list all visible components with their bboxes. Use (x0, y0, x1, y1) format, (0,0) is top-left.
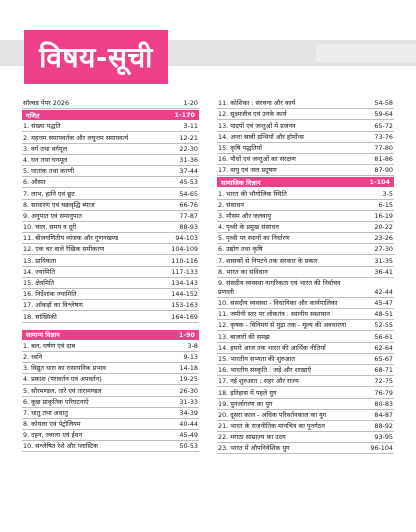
toc-entry (217, 410, 394, 421)
toc-entry (22, 289, 199, 300)
toc-entry (22, 385, 199, 396)
toc-entry-title: 7. धातु तथा अधातु (23, 408, 68, 417)
toc-entry-pages: 144-152 (171, 290, 198, 299)
section-range: 1-90 (179, 330, 195, 339)
toc-entry-pages: 72-75 (374, 377, 393, 386)
toc-entry (22, 166, 199, 177)
toc-entry (217, 154, 394, 165)
toc-entry-title: 6. उद्योग तथा कृषि (218, 245, 263, 254)
toc-entry-title: 2. ध्वनि (23, 352, 43, 361)
section-range: 1-170 (174, 111, 195, 120)
toc-entry-pages: 19-25 (179, 375, 198, 384)
toc-entry-title: 7. लाभ, हानि एवं छूट (23, 189, 75, 198)
toc-entry-title: 14. हमारे आज तक भारत की आर्थिक नीतियाँ (218, 343, 326, 352)
toc-entry-title: 9. अनुपात एवं समानुपात (23, 211, 82, 220)
toc-entry-pages: 12-21 (179, 133, 198, 142)
toc-entry-title: 2. संसाधन (218, 200, 244, 209)
toc-entry-title: 16. निर्देशांक ज्यामिति (23, 290, 77, 299)
toc-entry (217, 132, 394, 143)
toc-entry-title: 13. पादपों एवं जन्तुओं में प्रजनन (218, 121, 296, 130)
toc-entry-pages: 88-92 (374, 422, 393, 431)
toc-entry-pages: 22-30 (179, 144, 198, 153)
toc-entry-pages: 117-133 (171, 267, 198, 276)
section-header (22, 330, 199, 340)
toc-entry (22, 397, 199, 408)
toc-entry-title: 9. संसदीय व्यवस्था नागरिकता एवं भारत की निर्वाचन प्रणाली (218, 279, 341, 296)
toc-entry-title: 1. भारत की भौगोलिक स्थिति (218, 189, 287, 198)
toc-entry-pages: 42-44 (374, 287, 393, 296)
toc-entry (217, 354, 394, 365)
toc-entry-title: 1. संख्या पद्धति (23, 122, 61, 131)
toc-entry (22, 278, 199, 289)
toc-entry (22, 177, 199, 188)
toc-entry (22, 244, 199, 255)
toc-entry-pages: 66-76 (179, 200, 198, 209)
toc-entry-title: 7. शासकों से निपटने तक सरकार के प्रकार (218, 256, 318, 265)
toc-entry-pages: 94-103 (175, 234, 198, 243)
toc-entry (217, 255, 394, 266)
toc-entry (22, 188, 199, 199)
toc-entry (22, 300, 199, 311)
toc-entry (217, 365, 394, 376)
toc-entry-pages: 134-143 (171, 279, 198, 287)
toc-entry-title: 5. घातांक तथा करणी (23, 167, 75, 176)
toc-entry (217, 120, 394, 131)
toc-entry (217, 376, 394, 387)
toc-entry-title: 21. भारत के राजनीतिक मानचित्र का पुनर्गठन (218, 422, 325, 431)
toc-entry-pages: 54-58 (374, 99, 393, 108)
toc-entry-pages: 1-20 (183, 99, 198, 108)
toc-entry-title: 19. पुनर्जागरण का युग (218, 399, 273, 408)
toc-entry-pages: 68-71 (374, 366, 393, 375)
toc-entry-pages: 31-33 (179, 397, 198, 406)
toc-entry-title: 8. कोयला एवं पेट्रोलियम (23, 420, 81, 429)
toc-entry-pages: 93-95 (374, 433, 393, 442)
toc-entry-title: सॉल्वड पेपर 2026 (23, 99, 70, 108)
toc-entry-title: 12. कृषक - विनिमय से मुद्रा तक - मूल्य की अवधारणा (218, 321, 347, 330)
toc-entry (217, 387, 394, 398)
toc-entry-title: 3. वर्ग तथा वर्गमूल (23, 144, 68, 153)
toc-entry-pages: 37-44 (179, 167, 198, 176)
toc-entry-pages: 96-104 (370, 444, 393, 453)
toc-entry-pages: 59-64 (374, 110, 393, 119)
toc-entry-pages: 27-30 (374, 245, 393, 254)
toc-entry (22, 374, 199, 385)
toc-entry-pages: 9-13 (183, 352, 198, 361)
toc-entry-title: 23. भारत में औपनिवेशिक युग (218, 444, 290, 453)
toc-entry (22, 352, 199, 363)
toc-entry-title: 12. सूक्ष्मजीव एवं उनके कार्य (218, 110, 287, 119)
toc-entry (217, 200, 394, 211)
section-heading: सामाजिक विज्ञान (221, 178, 261, 187)
toc-entry-title: 11. बीजगणितीय व्यंजक और गुणनखण्ड (23, 234, 119, 243)
toc-entry-pages: 36-41 (374, 267, 393, 276)
toc-entry (217, 188, 394, 199)
toc-entry-title: 18. इतिहास में पहले युग (218, 388, 277, 397)
toc-entry-title: 3. विद्युत धारा का रासायनिक प्रभाव (23, 364, 106, 373)
toc-entry-title: 5. सौरमण्डल, तारे एवं तारामण्डल (23, 386, 102, 395)
toc-entry-pages: 54-65 (179, 189, 198, 198)
toc-entry-pages: 76-79 (374, 388, 393, 397)
toc-entry-title: 13. बाजारों की समझ (218, 332, 270, 341)
toc-entry-title: 15. कृषि पद्धतियाँ (218, 143, 262, 152)
toc-entry-pages: 40-44 (179, 420, 198, 429)
toc-entry (22, 121, 199, 132)
toc-entry-pages: 56-61 (374, 332, 393, 341)
toc-entry (22, 155, 199, 166)
toc-entry-pages: 34-39 (179, 408, 198, 417)
toc-entry (217, 443, 394, 454)
toc-entry-pages: 3-11 (183, 122, 198, 131)
toc-entry-pages: 87-90 (374, 166, 393, 175)
toc-entry (22, 363, 199, 374)
toc-entry (217, 399, 394, 410)
toc-entry (22, 211, 199, 222)
toc-entry (22, 441, 199, 452)
toc-entry-pages: 6-15 (378, 200, 393, 209)
toc-entry-title: 16. भारतीय संस्कृति : जड़ें और शाखाएँ (218, 366, 312, 375)
toc-entry-title: 22. मराठा साम्राज्य का उदय (218, 433, 286, 442)
toc-entry-title: 18. सांख्यिकी (23, 312, 57, 321)
toc-entry-title: 5. पृथ्वी पर स्थानों का निर्धारण (218, 234, 290, 243)
toc-entry-title: 4. घन तथा घनमूल (23, 155, 68, 164)
toc-entry-title: 6. औसत (23, 178, 46, 187)
toc-entry-pages: 3-5 (382, 189, 393, 198)
toc-entry-pages: 31-36 (179, 155, 198, 164)
toc-entry (217, 298, 394, 309)
toc-entry-pages: 14-18 (179, 364, 198, 373)
toc-entry-title: 20. दूसरा काल - अधिक परिवर्तनकाल का युग (218, 410, 327, 419)
toc-entry-pages: 3-8 (187, 341, 198, 350)
toc-entry (22, 419, 199, 430)
toc-entry-title: 14. अन्तः स्रावी ग्रन्थियाँ और हॉर्मोन्स (218, 132, 304, 141)
toc-entry-pages: 45-53 (179, 178, 198, 187)
header-band-accent (316, 44, 416, 62)
toc-entry-pages: 16-19 (374, 211, 393, 220)
toc-entry-title: 10. संसदीय व्यवस्था - विधायिका और कार्यपालिका (218, 299, 338, 307)
toc-entry (217, 331, 394, 342)
toc-entry-title: 2. महत्तम समापवर्तक और लघुत्तम समापवर्त्य (23, 133, 129, 142)
toc-entry (217, 165, 394, 176)
toc-entry (217, 421, 394, 432)
toc-entry-title: 10. संश्लेषित रेशे और प्लास्टिक (23, 442, 99, 451)
toc-entry-title: 17. आँकड़ों का विश्लेषण (23, 301, 83, 310)
toc-entry-pages: 20-22 (374, 223, 393, 232)
toc-entry-title: 17. वायु एवं जल प्रदूषण (218, 166, 277, 175)
toc-entry (217, 109, 394, 120)
toc-entry-title: 4. प्रकाश (परावर्तन एवं अपवर्तन) (23, 375, 102, 384)
toc-entry (217, 211, 394, 222)
toc-entry (217, 233, 394, 244)
toc-entry-pages: 81-86 (374, 155, 393, 164)
toc-entry-pages: 50-53 (179, 442, 198, 451)
toc-entry-pages: 88-93 (179, 223, 198, 232)
toc-entry-pages: 77-87 (179, 211, 198, 220)
toc-entry-pages: 153-163 (171, 301, 198, 310)
toc-entry-title: 13. प्रायिकता (23, 256, 57, 265)
toc-entry (22, 98, 199, 109)
toc-entry-title: 6. कुछ प्राकृतिक परिघटनाएँ (23, 397, 89, 406)
toc-entry (217, 244, 394, 255)
toc-entry (22, 222, 199, 233)
toc-entry (217, 432, 394, 443)
toc-entry-title: 8. साधारण एवं चक्रवृद्धि ब्याज (23, 200, 95, 209)
toc-entry (217, 343, 394, 354)
toc-entry (217, 267, 394, 278)
toc-entry-title: 9. दहन, ज्वाला एवं ईंधन (23, 431, 83, 440)
toc-entry-title: 15. भारतीय सभ्यता की शुरुआत (218, 354, 295, 363)
toc-entry-pages: 26-30 (179, 386, 198, 395)
toc-entry-pages: 80-83 (374, 399, 393, 408)
toc-entry-pages: 84-87 (374, 410, 393, 419)
toc-entry-pages: 45-47 (374, 299, 393, 307)
toc-entry (22, 408, 199, 419)
section-heading: सामान्य विज्ञान (26, 331, 60, 340)
toc-entry-pages: 45-49 (179, 431, 198, 440)
section-range: 1-104 (369, 178, 390, 187)
toc-entry-title: 11. कोशिका : संरचना और कार्य (218, 99, 296, 108)
toc-entry (22, 200, 199, 211)
toc-entry-title: 12. एक चर वाले रैखिक समीकरण (23, 245, 105, 254)
toc-entry (22, 430, 199, 441)
toc-entry-title: 11. जमीनी स्तर पर लोकतंत्र : स्थानीय स्वशासन (218, 310, 330, 319)
toc-entry-pages: 23-26 (374, 234, 393, 243)
toc-entry-pages: 65-67 (374, 354, 393, 363)
toc-entry (22, 341, 199, 352)
toc-entry (22, 255, 199, 266)
toc-entry-pages: 52-55 (374, 321, 393, 330)
toc-entry (217, 278, 394, 298)
toc-entry-pages: 62-64 (374, 343, 393, 352)
toc-entry (22, 233, 199, 244)
toc-left-column (22, 98, 199, 452)
toc-entry-title: 15. क्षेत्रमिति (23, 279, 55, 287)
section-header (22, 110, 199, 120)
toc-entry (217, 222, 394, 233)
toc-entry-pages: 48-51 (374, 310, 393, 319)
section-header (217, 177, 394, 187)
toc-entry-pages: 31-35 (374, 256, 393, 265)
toc-entry-title: 3. मौसम और जलवायु (218, 211, 271, 220)
toc-entry-title: 8. भारत का संविधान (218, 267, 268, 276)
toc-entry (217, 98, 394, 109)
toc-entry (217, 143, 394, 154)
section-heading: गणित (26, 111, 40, 120)
toc-entry-pages: 77-80 (374, 143, 393, 152)
toc-entry-pages: 65-72 (374, 121, 393, 130)
toc-entry-title: 10. चाल, समय व दूरी (23, 223, 77, 232)
toc-entry-pages: 110-116 (171, 256, 198, 265)
toc-entry (22, 267, 199, 278)
toc-entry (22, 144, 199, 155)
toc-entry-pages: 164-169 (171, 312, 198, 321)
toc-entry-title: 4. पृथ्वी के प्रमुख संसाधन (218, 223, 279, 232)
toc-entry-pages: 73-76 (374, 132, 393, 141)
toc-entry (217, 309, 394, 320)
toc-entry-title: 14. ज्यामिति (23, 267, 55, 276)
title-box (24, 30, 168, 84)
toc-entry-title: 16. पौधों एवं जन्तुओं का संरक्षण (218, 155, 296, 164)
toc-entry-pages: 104-109 (171, 245, 198, 254)
page-title: विषय-सूची (39, 41, 153, 74)
toc-entry (22, 311, 199, 322)
toc-entry-title: 1. बल, घर्षण एवं दाब (23, 341, 76, 350)
toc-entry (217, 320, 394, 331)
toc-entry (22, 132, 199, 143)
toc-right-column (217, 98, 394, 454)
toc-entry-title: 17. नई शुरुआत : शहर और राज्य (218, 377, 299, 386)
